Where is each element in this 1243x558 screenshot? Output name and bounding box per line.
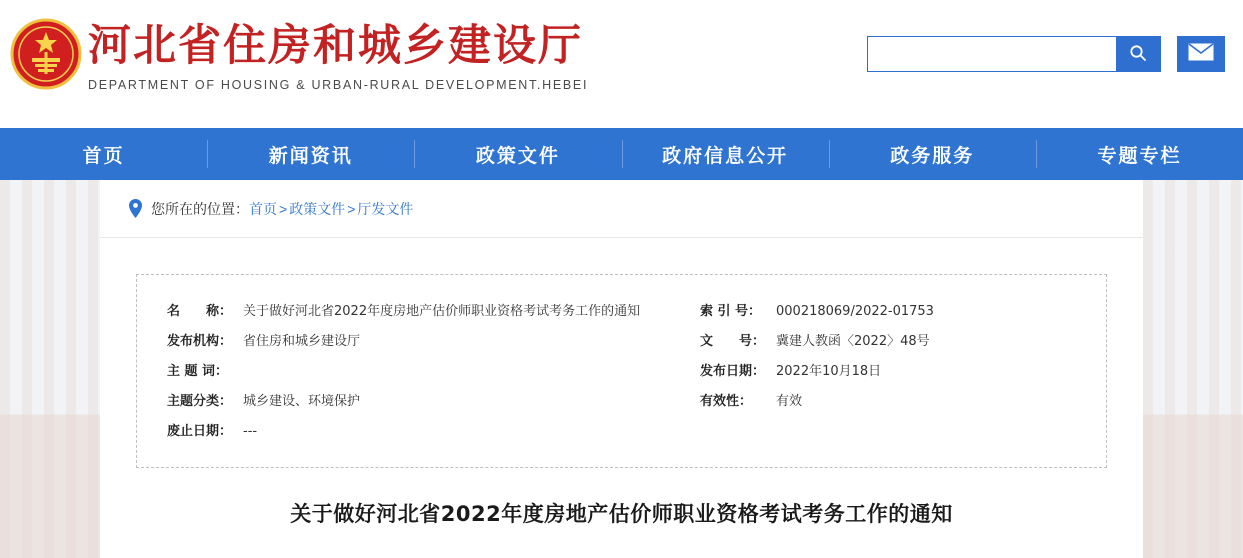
content-container [100,180,1143,558]
search-input[interactable] [868,37,1116,71]
site-title-cn: 河北省住房和城乡建设厅 [88,21,583,71]
meta-key: 索 引 号： [700,304,762,319]
meta-value: 2022年10月18日 [776,364,882,379]
meta-value: 冀建人教函〈2022〉48号 [776,334,930,349]
nav-item-label: 首页 [82,144,125,167]
header-search-area [867,36,1225,72]
meta-value: 有效 [776,394,803,409]
meta-value: 000218069/2022-01753 [776,304,934,319]
meta-value: 城乡建设、环境保护 [243,394,361,409]
nav-item-label: 新闻资讯 [268,144,353,167]
site-title-block [88,20,588,92]
main-nav [0,128,1243,180]
meta-key: 主题分类： [167,394,233,409]
breadcrumb [100,180,1143,238]
document-title: 关于做好河北省2022年度房地产估价师职业资格考试考务工作的通知 [290,502,953,526]
meta-key: 文 号： [700,334,766,349]
nav-item-government-info[interactable] [622,128,829,180]
meta-row-abolish-date [167,417,672,447]
nav-item-special-columns[interactable] [1036,128,1243,180]
breadcrumb-item-department-documents[interactable]: 厅发文件 [357,200,414,217]
document-meta-box [136,274,1107,468]
site-header [0,0,1243,128]
breadcrumb-separator: > [279,200,288,217]
nav-item-home[interactable] [0,128,207,180]
search-icon [1129,44,1147,65]
meta-key: 有效性： [700,394,753,409]
site-title-en: DEPARTMENT OF HOUSING & URBAN-RURAL DEVELOPMENT.HEBEI [88,78,589,92]
nav-item-label: 政府信息公开 [662,144,789,167]
meta-key: 废止日期： [167,424,233,439]
document-meta-left-column [167,297,672,447]
nav-item-label: 政务服务 [890,144,975,167]
mail-button[interactable] [1177,36,1225,72]
meta-row-name [167,297,672,327]
background-decoration-right [1143,180,1243,558]
location-pin-icon [128,199,143,218]
meta-value: 关于做好河北省2022年度房地产估价师职业资格考试考务工作的通知 [243,304,641,319]
meta-row-keywords [167,357,672,387]
meta-value: 省住房和城乡建设厅 [243,334,361,349]
search-button[interactable] [1116,37,1160,71]
background-decoration-left [0,180,100,558]
nav-item-news[interactable] [207,128,414,180]
meta-row-index-number [700,297,1076,327]
meta-row-category [167,387,672,417]
breadcrumb-item-policy-documents[interactable]: 政策文件 [289,200,346,217]
nav-item-label: 专题专栏 [1097,144,1182,167]
mail-icon [1188,43,1214,66]
meta-key: 发布日期： [700,364,766,379]
national-emblem-icon [10,18,82,90]
nav-item-policy-documents[interactable] [414,128,621,180]
meta-key: 名 称： [167,304,233,319]
search-box [867,36,1161,72]
breadcrumb-separator: > [347,200,356,217]
meta-key: 主 题 词： [167,364,229,379]
document-meta-right-column [672,297,1076,447]
meta-key: 发布机构： [167,334,233,349]
meta-value: --- [243,424,258,439]
nav-item-label: 政策文件 [475,144,560,167]
content-area [0,180,1243,558]
breadcrumb-item-home[interactable]: 首页 [249,200,277,217]
breadcrumb-label: 您所在的位置： [151,200,249,217]
nav-item-government-service[interactable] [829,128,1036,180]
meta-row-validity [700,387,1076,417]
meta-row-document-number [700,327,1076,357]
meta-row-publish-date [700,357,1076,387]
meta-row-publisher [167,327,672,357]
